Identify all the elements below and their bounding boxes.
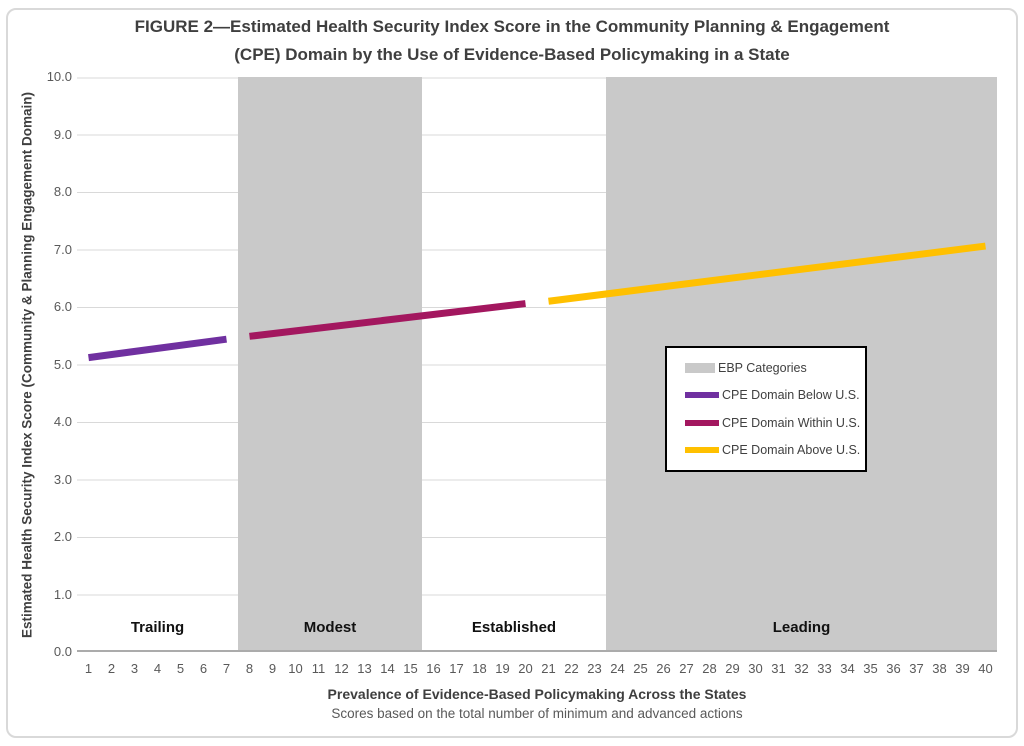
- x-tick-label: 9: [268, 661, 277, 676]
- legend-item: [685, 416, 865, 430]
- x-tick-label: 3: [130, 661, 139, 676]
- x-tick-label: 15: [403, 661, 418, 676]
- x-tick-label: 5: [176, 661, 185, 676]
- x-tick-label: 6: [199, 661, 208, 676]
- legend: [665, 346, 867, 472]
- x-tick-label: 22: [564, 661, 579, 676]
- x-tick-label: 18: [472, 661, 487, 676]
- x-tick-label: 39: [955, 661, 970, 676]
- x-tick-label: 35: [863, 661, 878, 676]
- legend-swatch-icon: [685, 420, 719, 426]
- ebp-category-band: [238, 77, 422, 652]
- legend-label: CPE Domain Above U.S.: [722, 442, 861, 457]
- y-tick-label: 3.0: [53, 471, 72, 487]
- x-tick-label: 14: [380, 661, 395, 676]
- x-tick-label: 16: [426, 661, 441, 676]
- legend-item: [685, 361, 865, 375]
- legend-label: CPE Domain Below U.S.: [722, 388, 860, 403]
- ebp-category-label: Trailing: [130, 619, 185, 636]
- x-tick-label: 25: [633, 661, 648, 676]
- legend-label: CPE Domain Within U.S.: [722, 415, 861, 430]
- x-tick-label: 26: [656, 661, 671, 676]
- x-tick-label: 1: [84, 661, 93, 676]
- legend-item: [685, 388, 865, 402]
- x-tick-label: 38: [932, 661, 947, 676]
- y-tick-label: 0.0: [53, 644, 72, 659]
- x-tick-label: 7: [222, 661, 231, 676]
- y-tick-label: 2.0: [53, 529, 72, 544]
- x-tick-label: 33: [817, 661, 832, 676]
- x-tick-label: 40: [978, 661, 993, 676]
- x-tick-label: 31: [771, 661, 786, 676]
- y-tick-label: 7.0: [53, 241, 72, 257]
- x-tick-label: 37: [909, 661, 924, 676]
- ebp-category-label: Modest: [303, 619, 357, 636]
- y-tick-label: 1.0: [53, 586, 72, 602]
- x-tick-label: 36: [886, 661, 901, 676]
- x-tick-label: 10: [288, 661, 303, 676]
- y-tick-label: 5.0: [53, 356, 72, 372]
- x-tick-label: 4: [153, 661, 162, 676]
- x-tick-label: 32: [794, 661, 809, 676]
- chart-title-line2: (CPE) Domain by the Use of Evidence-Based Policymaking in a State: [234, 45, 790, 64]
- legend-swatch-icon: [685, 363, 715, 373]
- x-tick-label: 20: [518, 661, 533, 676]
- y-axis-title: Estimated Health Security Index Score (Community & Planning Engagement Domain): [19, 91, 35, 639]
- x-tick-label: 23: [587, 661, 602, 676]
- x-tick-label: 28: [702, 661, 717, 676]
- x-tick-label: 17: [449, 661, 464, 676]
- x-tick-label: 30: [748, 661, 763, 676]
- x-tick-label: 19: [495, 661, 510, 676]
- x-axis-title: Prevalence of Evidence-Based Policymaking Across the States: [327, 686, 747, 702]
- x-tick-label: 2: [107, 661, 116, 676]
- legend-swatch-icon: [685, 392, 719, 398]
- x-axis-subtitle: Scores based on the total number of minimum and advanced actions: [331, 706, 743, 721]
- x-tick-label: 8: [245, 661, 254, 676]
- ebp-category-label: Leading: [772, 619, 831, 636]
- x-tick-label: 27: [679, 661, 694, 676]
- x-tick-label: 11: [311, 661, 326, 676]
- x-tick-label: 34: [840, 661, 855, 676]
- y-tick-label: 6.0: [53, 299, 72, 314]
- x-tick-label: 24: [610, 661, 625, 676]
- chart-title-line1: FIGURE 2—Estimated Health Security Index Score in the Community Planning & Engagement: [134, 17, 890, 36]
- x-tick-label: 12: [334, 661, 349, 676]
- y-tick-label: 10.0: [46, 69, 72, 84]
- x-tick-label: 29: [725, 661, 740, 676]
- chart-title: [0, 13, 1024, 69]
- series-line: [89, 339, 227, 357]
- legend-swatch-icon: [685, 447, 719, 453]
- x-tick-label: 13: [357, 661, 372, 676]
- y-tick-label: 8.0: [53, 184, 72, 199]
- legend-label: EBP Categories: [718, 361, 807, 376]
- x-tick-label: 21: [541, 661, 556, 676]
- y-tick-label: 9.0: [53, 126, 72, 142]
- ebp-category-label: Established: [471, 619, 557, 636]
- y-tick-label: 4.0: [53, 414, 72, 429]
- legend-item: [685, 443, 865, 457]
